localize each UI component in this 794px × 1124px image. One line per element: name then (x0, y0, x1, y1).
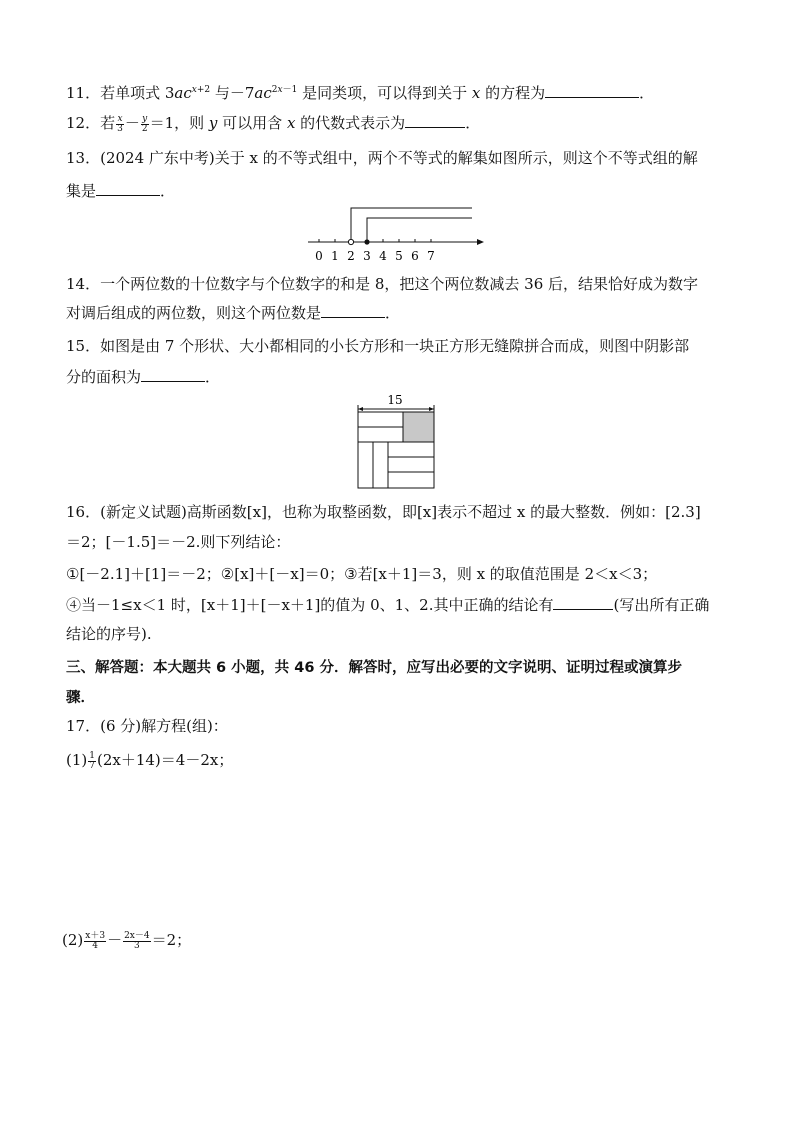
q11-exp-x: x (191, 85, 197, 95)
q12-fraction-x3: $\frac{x}{3}$ (117, 113, 123, 134)
section-3-heading-line-1: 三、解答题：本大题共 6 小题，共 46 分．解答时，应写出必要的文字说明、证明过程或演算步 (66, 660, 682, 676)
q11-text-l: 的方程为 (480, 84, 546, 102)
question-17-part-2: (2) $\frac{x+3}{4}$ － $\frac{2x-4}{3}$ ＝2； (62, 930, 192, 951)
question-15-line-1: 15．如图是由 7 个形状、大小都相同的小长方形和一块正方形无缝隙拼合而成，则图中阴影部 (66, 337, 690, 355)
tick-labels (315, 249, 435, 263)
small-rect-4 (373, 442, 388, 488)
dimension-label-15: 15 (387, 393, 403, 407)
q14-answer-blank[interactable] (321, 302, 385, 318)
small-rect-7 (388, 472, 434, 488)
dimension-arrow-left-head (358, 407, 363, 411)
q17-p2-fraction-2: $\frac{2x-4}{3}$ (124, 930, 150, 951)
q17-p1-fraction: $\frac{1}{7}$ (89, 750, 95, 771)
q12-text-d: 可以用含 (217, 114, 287, 132)
number-line-figure (300, 200, 500, 264)
small-rect-2 (358, 427, 403, 442)
question-14-line-2: 对调后组成的两位数，则这个两位数是 ． (66, 304, 401, 322)
q12-text-a: 若 (100, 114, 116, 132)
q15-answer-blank[interactable] (141, 366, 205, 382)
tick-label-2: 2 (347, 249, 355, 263)
small-rect-1 (358, 412, 403, 427)
q11-exp-minus1: －1 (282, 85, 298, 95)
q12-answer-blank[interactable] (405, 112, 465, 128)
q11-var-x: x (471, 84, 481, 102)
small-rect-5 (388, 442, 434, 457)
question-15-line-2: 分的面积为 ． (66, 368, 221, 386)
section-3-heading-line-2: 骤． (66, 690, 95, 706)
shaded-square (403, 412, 434, 442)
tick-label-0: 0 (315, 249, 323, 263)
question-13-line-2: 集是 ． (66, 182, 176, 200)
q11-var-ac2: ac (254, 84, 272, 102)
q12-var-x: x (286, 114, 296, 132)
tick-label-7: 7 (427, 249, 435, 263)
q12-var-y: y (208, 114, 218, 132)
q12-text-f: 的代数式表示为 (295, 114, 406, 132)
axis-arrow (477, 239, 484, 245)
q11-end: ． (639, 84, 655, 102)
q12-minus: － (124, 114, 140, 132)
closed-point-3 (364, 239, 369, 244)
question-17-title: 17．(6 分)解方程(组)： (66, 717, 228, 735)
q13-answer-blank[interactable] (96, 180, 160, 196)
question-16-line-5: 结论的序号). (66, 625, 152, 643)
tick-label-6: 6 (411, 249, 419, 263)
question-16-line-3: ①[－2.1]＋[1]＝－2；②[x]＋[－x]＝0；③若[x＋1]＝3，则 x 的取值范围是 2＜x＜3； (66, 565, 658, 583)
question-16-line-4: ④当－1≤x＜1 时，[x＋1]＋[－x＋1]的值为 0、1、2.其中正确的结论有 (写出所有正确 (66, 596, 710, 614)
q11-var-ac: ac (174, 84, 192, 102)
question-11 (66, 80, 654, 103)
small-rect-3 (358, 442, 373, 488)
tick-label-1: 1 (331, 249, 339, 263)
q11-exp-plus2: +2 (196, 85, 211, 95)
tick-label-3: 3 (363, 249, 371, 263)
q11-text-a: 若单项式 3 (100, 84, 175, 102)
question-17-part-1: (1) $\frac{1}{7}$ (2x＋14)＝4－2x； (66, 750, 234, 771)
q12-text-b: ＝1，则 (149, 114, 209, 132)
open-point-2 (348, 239, 353, 244)
dimension-arrow-right-head (429, 407, 434, 411)
tick-label-5: 5 (395, 249, 403, 263)
q12-fraction-y2: $\frac{y}{2}$ (141, 113, 148, 134)
rectangle-figure (350, 388, 444, 496)
q11-exp-2: 2 (271, 85, 278, 95)
q11-text-j: 是同类项，可以得到关于 (297, 84, 472, 102)
solution-line-x-gt-2 (351, 208, 472, 239)
q16-answer-blank[interactable] (553, 594, 613, 610)
q12-number: 12． (66, 114, 101, 132)
question-16-line-2: ＝2；[－1.5]＝－2.则下列结论： (66, 533, 291, 551)
q17-p2-fraction-1: $\frac{x+3}{4}$ (85, 930, 106, 951)
q12-end: ． (465, 114, 481, 132)
small-rect-6 (388, 457, 434, 472)
tick-label-4: 4 (379, 249, 387, 263)
question-12 (66, 112, 480, 134)
q11-text-e: 与－7 (210, 84, 255, 102)
question-14-line-1: 14．一个两位数的十位数字与个位数字的和是 8，把这个两位数减去 36 后，结果恰好成为数字 (66, 275, 699, 293)
q11-number: 11． (66, 84, 101, 102)
question-16-line-1: 16．(新定义试题)高斯函数[x]，也称为取整函数，即[x]表示不超过 x 的最大整数．例如：[2.3] (66, 503, 701, 521)
solution-line-x-ge-3 (367, 218, 472, 240)
q11-answer-blank[interactable] (545, 82, 639, 98)
q11-exp-x2: x (277, 85, 283, 95)
question-13-line-1: 13．(2024 广东中考)关于 x 的不等式组中，两个不等式的解集如图所示，则这个不等式组的解 (66, 149, 698, 167)
